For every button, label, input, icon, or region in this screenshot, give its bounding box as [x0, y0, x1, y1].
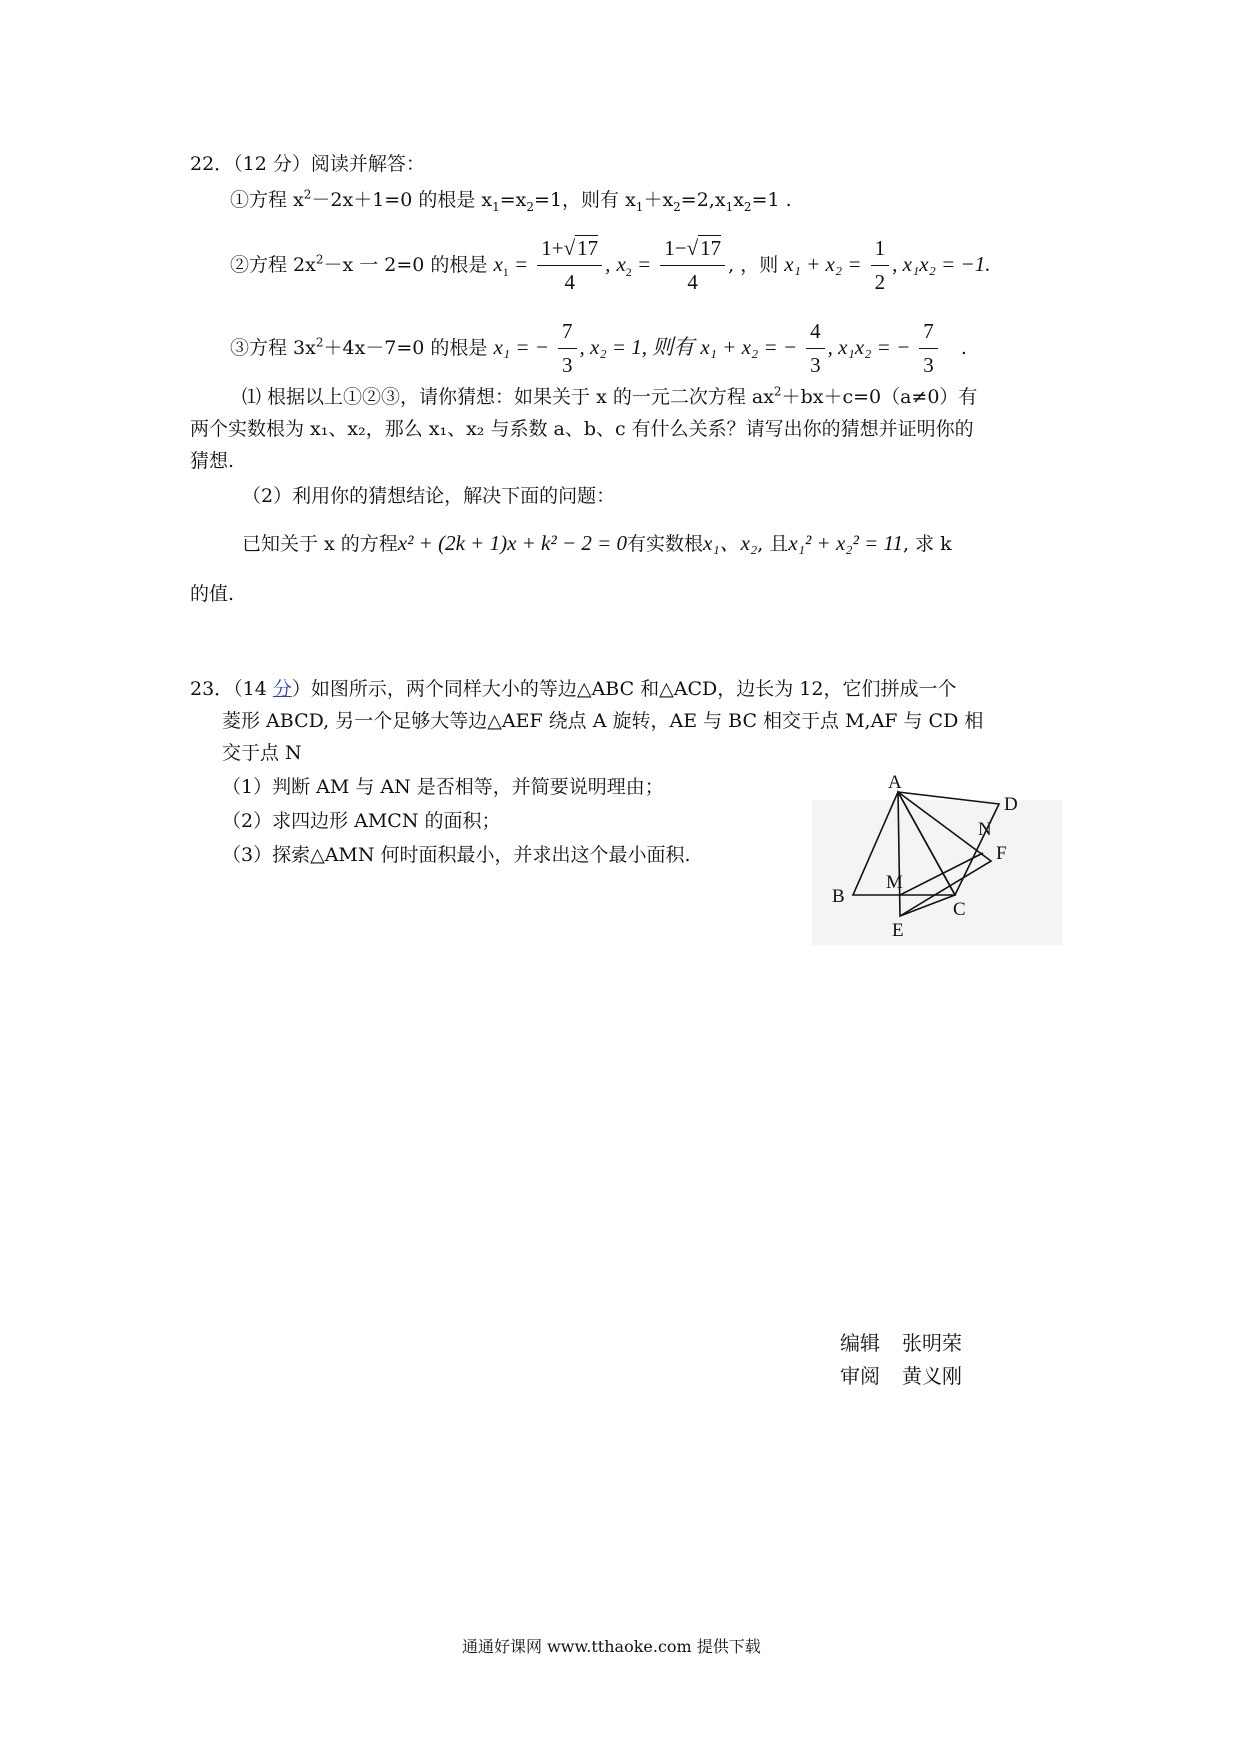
q22-part1-line1: ⑴ 根据以上①②③，请你猜想：如果关于 x 的一元二次方程 $ax^2+bx+c=0(a\ne 0)$有 — [242, 384, 978, 408]
q22-part2-question: 已知关于 x 的方程x² + (2k + 1)x + k² − 2 = 0有实数根x₁、x₂, 且x₁² + x₂² = 11, 求 k — [242, 531, 952, 555]
label-c: C — [953, 899, 966, 920]
q22-line2: ②方程 $2x^2-x$ 一 2=0 的根是 $x_1$ = $\frac{1+√17}{4}$ , $x_2$ = $\frac{1-√17}{4}$ , ，则 x₁ + x₂ = $\frac{1}{2}$ , x₁x₂ = −1. — [230, 235, 990, 297]
q22-line3: ③方程 $3x^2+4x-7=0$ 的根是 x₁ = − $\frac{7}{3}$ , x₂ = 1, 则有 x₁ + x₂ = − $\frac{4}{3}$ , x₁x₂ = − $\frac{7}{3}$ . — [230, 318, 967, 380]
q22-title: 22．（12 分）阅读并解答： — [190, 153, 425, 175]
editor-credit: 编辑 张明荣 — [840, 1331, 962, 1355]
label-b: B — [832, 886, 845, 907]
fraction-prod3: $\frac{7}{3}$ — [919, 318, 938, 380]
fraction-x1: $\frac{7}{3}$ — [558, 318, 577, 380]
q22-part1-line3: 猜想. — [190, 450, 235, 472]
label-d: D — [1004, 794, 1018, 815]
page-footer: 通通好课网 www.tthaoke.com 提供下载 — [462, 1637, 761, 1656]
label-f: F — [996, 843, 1007, 864]
q22-part2-intro: （2）利用你的猜想结论，解决下面的问题： — [242, 485, 616, 507]
fraction-sum3: $\frac{4}{3}$ — [806, 318, 825, 380]
label-n: N — [978, 819, 992, 840]
rhombus-figure — [808, 770, 1068, 950]
q23-sub2: （2）求四边形 AMCN 的面积； — [222, 810, 501, 832]
label-m: M — [886, 872, 903, 893]
q23-line3: 交于点 N — [222, 742, 302, 764]
q22-part2-line2: 的值. — [190, 583, 235, 605]
q23-title: 23．（14 分）如图所示，两个同样大小的等边△ABC 和△ACD，边长为 12，它们拼成一个 — [190, 678, 957, 700]
reviewer-credit: 审阅 黄义刚 — [840, 1364, 962, 1388]
fraction-root1: $\frac{1+√17}{4}$ — [537, 235, 602, 297]
q22-part1-line2: 两个实数根为 x₁、x₂，那么 x₁、x₂ 与系数 a、b、c 有什么关系？请写出你的猜想并证明你的 — [190, 418, 974, 440]
q23-line2: 菱形 ABCD, 另一个足够大等边△AEF 绕点 A 旋转，AE 与 BC 相交于点 M,AF 与 CD 相 — [222, 710, 984, 732]
fen-link[interactable]: 分 — [272, 678, 292, 700]
label-a: A — [888, 772, 902, 793]
q23-sub1: （1）判断 AM 与 AN 是否相等，并简要说明理由； — [222, 776, 664, 798]
fraction-root2: $\frac{1-√17}{4}$ — [660, 235, 725, 297]
q23-sub3: （3）探索△AMN 何时面积最小，并求出这个最小面积. — [222, 844, 691, 866]
q22-line1: ①方程 $x^2-2x+1=0$ 的根是 $x_1=x_2=1$，则有 $x_1+x_2=2,x_1x_2=1$ . — [230, 187, 792, 214]
fraction-sum: $\frac{1}{2}$ — [871, 235, 890, 297]
label-e: E — [892, 920, 904, 941]
